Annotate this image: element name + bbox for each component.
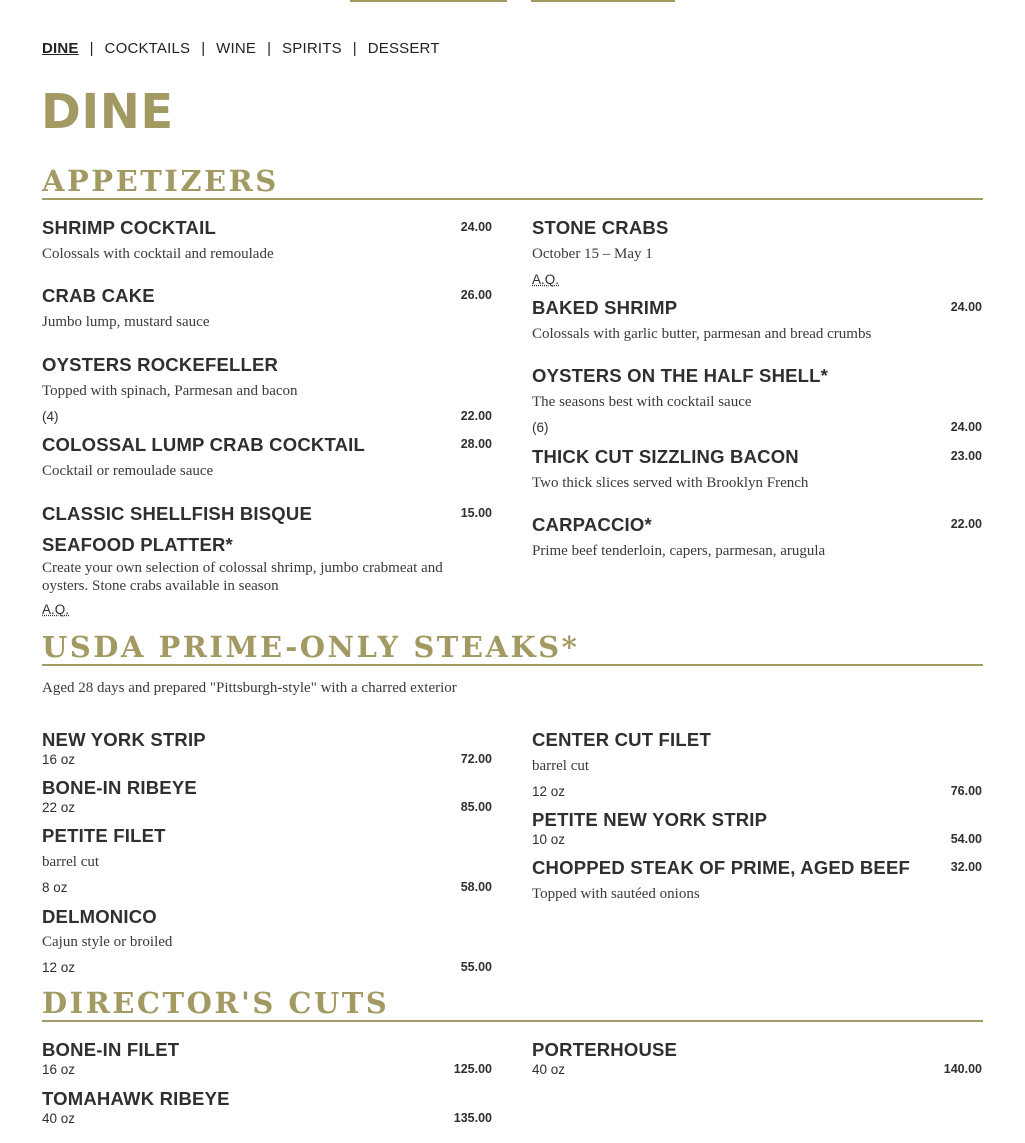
- item-description: Cajun style or broiled: [42, 934, 173, 950]
- item-name: CRAB CAKE: [42, 285, 155, 306]
- item-price: 24.00: [950, 300, 982, 314]
- item-price: 28.00: [460, 437, 492, 451]
- item-name: PETITE NEW YORK STRIP: [532, 809, 768, 830]
- item-size: 16 oz: [42, 1062, 76, 1077]
- item-price: 140.00: [943, 1062, 982, 1076]
- item-price: 22.00: [460, 409, 492, 423]
- item-name: CLASSIC SHELLFISH BISQUE: [42, 503, 312, 524]
- item-name: COLOSSAL LUMP CRAB COCKTAIL: [42, 434, 365, 455]
- item-name: STONE CRABS: [532, 217, 669, 238]
- item-price: 24.00: [460, 220, 492, 234]
- menu-nav: [42, 40, 440, 57]
- item-name: THICK CUT SIZZLING BACON: [532, 446, 799, 467]
- item-price: 26.00: [460, 288, 492, 302]
- item-name: NEW YORK STRIP: [42, 729, 206, 750]
- item-name: BAKED SHRIMP: [532, 297, 678, 318]
- item-price: A.Q.: [532, 272, 560, 287]
- item-description: Cocktail or remoulade sauce: [42, 463, 214, 479]
- item-price: A.Q.: [42, 602, 70, 617]
- nav-separator: |: [89, 40, 94, 57]
- item-size: 16 oz: [42, 752, 76, 767]
- item-size: 8 oz: [42, 880, 68, 895]
- section-heading-steaks: USDA PRIME-ONLY STEAKS*: [42, 630, 983, 666]
- item-name: PORTERHOUSE: [532, 1039, 678, 1060]
- item-size: 12 oz: [42, 960, 76, 975]
- item-name: CHOPPED STEAK OF PRIME, AGED BEEF: [532, 857, 911, 878]
- item-name: OYSTERS ON THE HALF SHELL*: [532, 365, 829, 386]
- item-description: Topped with spinach, Parmesan and bacon: [42, 383, 298, 399]
- item-description: Create your own selection of colossal shrimp, jumbo crabmeat and oysters. Stone crabs available in season: [42, 560, 443, 594]
- item-description: The seasons best with cocktail sauce: [532, 394, 752, 410]
- item-name: CENTER CUT FILET: [532, 729, 711, 750]
- item-price: 72.00: [460, 752, 492, 766]
- item-price: 23.00: [950, 449, 982, 463]
- nav-separator: |: [201, 40, 206, 57]
- item-size: 40 oz: [532, 1062, 566, 1077]
- item-description: Prime beef tenderloin, capers, parmesan, arugula: [532, 543, 826, 559]
- item-price: 76.00: [950, 784, 982, 798]
- item-description: Jumbo lump, mustard sauce: [42, 314, 210, 330]
- section-heading-appetizers: APPETIZERS: [42, 164, 983, 200]
- item-name: DELMONICO: [42, 906, 157, 927]
- item-name: PETITE FILET: [42, 825, 166, 846]
- nav-link-cocktails[interactable]: COCKTAILS: [104, 40, 191, 57]
- nav-link-spirits[interactable]: SPIRITS: [282, 40, 342, 57]
- item-name: OYSTERS ROCKEFELLER: [42, 354, 279, 375]
- nav-link-dessert[interactable]: DESSERT: [367, 40, 440, 57]
- item-name: CARPACCIO*: [532, 514, 652, 535]
- tab-indicator-left: [350, 0, 507, 2]
- item-size: 10 oz: [532, 832, 566, 847]
- item-name: SEAFOOD PLATTER*: [42, 534, 233, 555]
- next-section-heading-cutoff: [42, 1133, 372, 1143]
- item-price: 24.00: [950, 420, 982, 434]
- item-price: 58.00: [460, 880, 492, 894]
- section-description: Aged 28 days and prepared "Pittsburgh-style" with a charred exterior: [42, 680, 457, 696]
- item-size: (6): [532, 420, 549, 435]
- tab-indicator-right: [531, 0, 675, 2]
- item-description: barrel cut: [532, 758, 590, 774]
- section-heading-directors-cuts: DIRECTOR'S CUTS: [42, 986, 983, 1022]
- item-size: 12 oz: [532, 784, 566, 799]
- item-price: 22.00: [950, 517, 982, 531]
- nav-link-wine[interactable]: WINE: [216, 40, 257, 57]
- nav-separator: |: [352, 40, 357, 57]
- item-name: BONE-IN RIBEYE: [42, 777, 197, 798]
- nav-link-dine[interactable]: DINE: [42, 40, 79, 57]
- item-price: 125.00: [453, 1062, 492, 1076]
- item-size: 22 oz: [42, 800, 76, 815]
- item-name: BONE-IN FILET: [42, 1039, 180, 1060]
- item-description: barrel cut: [42, 854, 100, 870]
- item-description: Topped with sautéed onions: [532, 886, 700, 902]
- item-price: 32.00: [950, 860, 982, 874]
- item-description: October 15 – May 1: [532, 246, 653, 262]
- item-price: 54.00: [950, 832, 982, 846]
- item-price: 15.00: [460, 506, 492, 520]
- nav-separator: |: [267, 40, 272, 57]
- item-description: Colossals with garlic butter, parmesan and bread crumbs: [532, 326, 872, 342]
- item-price: 135.00: [453, 1111, 492, 1125]
- item-price: 55.00: [460, 960, 492, 974]
- item-name: TOMAHAWK RIBEYE: [42, 1088, 230, 1109]
- item-price: 85.00: [460, 800, 492, 814]
- item-description: Colossals with cocktail and remoulade: [42, 246, 274, 262]
- item-size: 40 oz: [42, 1111, 76, 1126]
- item-size: (4): [42, 409, 59, 424]
- item-description: Two thick slices served with Brooklyn French: [532, 475, 809, 491]
- item-name: SHRIMP COCKTAIL: [42, 217, 216, 238]
- page-title: DINE: [41, 84, 174, 140]
